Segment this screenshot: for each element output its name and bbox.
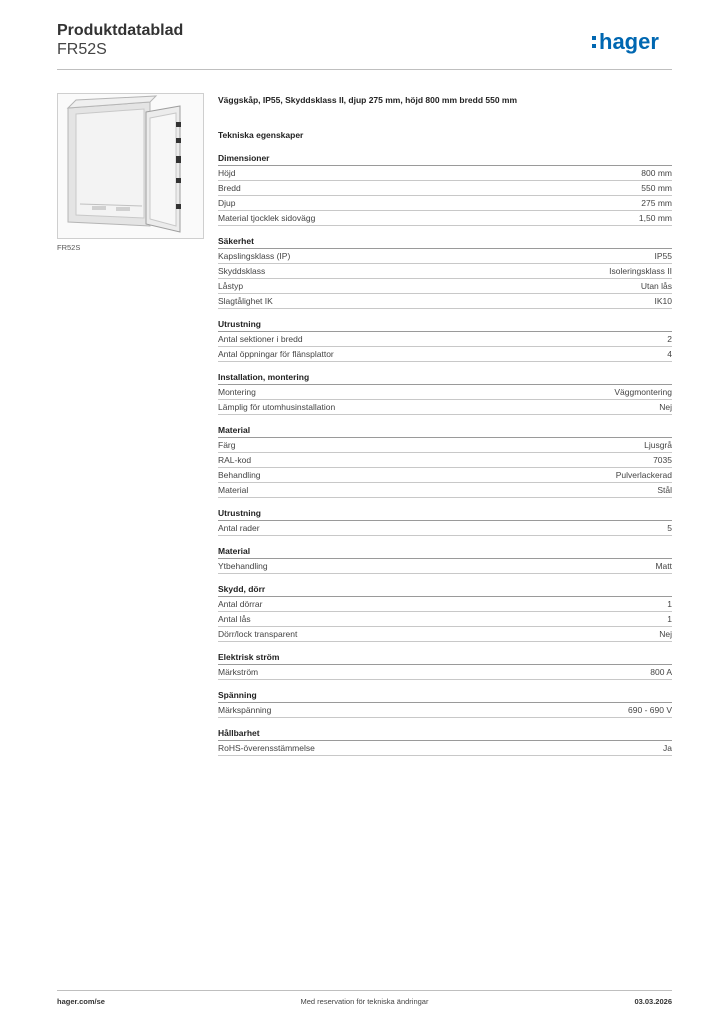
spec-value: Stål xyxy=(657,485,672,495)
spec-value: 690 - 690 V xyxy=(628,705,672,715)
spec-row xyxy=(218,264,672,279)
section-title: Hållbarhet xyxy=(218,726,672,741)
footer-divider xyxy=(57,990,672,991)
spec-label: Antal sektioner i bredd xyxy=(218,334,303,344)
spec-value: 1,50 mm xyxy=(638,213,672,223)
spec-value: Pulverlackerad xyxy=(615,470,672,480)
spec-value: Isoleringsklass II xyxy=(609,266,672,276)
spec-section xyxy=(218,423,672,498)
section-title: Dimensioner xyxy=(218,151,672,166)
spec-label: Kapslingsklass (IP) xyxy=(218,251,291,261)
header-divider xyxy=(57,69,672,70)
section-title: Spänning xyxy=(218,688,672,703)
spec-row xyxy=(218,181,672,196)
spec-row xyxy=(218,400,672,415)
spec-value: 1 xyxy=(667,614,672,624)
section-title: Utrustning xyxy=(218,506,672,521)
spec-row xyxy=(218,438,672,453)
spec-section xyxy=(218,726,672,756)
spec-value: IP55 xyxy=(654,251,672,261)
section-title: Material xyxy=(218,544,672,559)
spec-value: 275 mm xyxy=(641,198,672,208)
spec-value: 550 mm xyxy=(641,183,672,193)
spec-section xyxy=(218,506,672,536)
spec-label: Låstyp xyxy=(218,281,244,291)
spec-section xyxy=(218,234,672,309)
hager-logo xyxy=(590,26,672,58)
spec-label: RAL-kod xyxy=(218,455,252,465)
spec-value: 800 mm xyxy=(641,168,672,178)
image-caption: FR52S xyxy=(57,243,81,252)
spec-label: Antal lås xyxy=(218,614,251,624)
spec-row xyxy=(218,332,672,347)
spec-label: Ytbehandling xyxy=(218,561,268,571)
spec-value: Nej xyxy=(659,402,672,412)
spec-value: Utan lås xyxy=(640,281,672,291)
spec-label: Material tjocklek sidovägg xyxy=(218,213,316,223)
section-title: Skydd, dörr xyxy=(218,582,672,597)
logo-wordmark: hager xyxy=(599,29,659,54)
header xyxy=(57,20,672,68)
spec-row xyxy=(218,347,672,362)
spec-row xyxy=(218,559,672,574)
spec-row xyxy=(218,249,672,264)
spec-value: 800 A xyxy=(650,667,672,677)
spec-value: 1 xyxy=(667,599,672,609)
spec-row xyxy=(218,597,672,612)
footer xyxy=(57,997,672,1011)
spec-row xyxy=(218,521,672,536)
spec-value: 5 xyxy=(667,523,672,533)
spec-label: Antal rader xyxy=(218,523,260,533)
spec-row xyxy=(218,703,672,718)
footer-date: 03.03.2026 xyxy=(634,997,672,1006)
spec-row xyxy=(218,741,672,756)
spec-value: Matt xyxy=(655,561,672,571)
spec-value: 7035 xyxy=(653,455,672,465)
product-description: Väggskåp, IP55, Skyddsklass II, djup 275 mm, höjd 800 mm bredd 550 mm xyxy=(218,95,518,105)
spec-row xyxy=(218,468,672,483)
spec-row xyxy=(218,627,672,642)
spec-label: Antal dörrar xyxy=(218,599,263,609)
spec-section xyxy=(218,544,672,574)
spec-label: Märkström xyxy=(218,667,259,677)
footer-website: hager.com/se xyxy=(57,997,105,1006)
spec-label: RoHS-överensstämmelse xyxy=(218,743,315,753)
spec-value: Nej xyxy=(659,629,672,639)
spec-value: 2 xyxy=(667,334,672,344)
spec-row xyxy=(218,483,672,498)
spec-row xyxy=(218,453,672,468)
product-image xyxy=(57,93,204,239)
spec-row xyxy=(218,665,672,680)
spec-sections xyxy=(218,151,672,756)
spec-label: Färg xyxy=(218,440,236,450)
spec-section xyxy=(218,582,672,642)
spec-section xyxy=(218,370,672,415)
spec-label: Material xyxy=(218,485,249,495)
spec-value: Väggmontering xyxy=(614,387,672,397)
spec-content xyxy=(218,93,672,756)
spec-row xyxy=(218,196,672,211)
spec-heading: Tekniska egenskaper xyxy=(218,130,304,140)
section-title: Installation, montering xyxy=(218,370,672,385)
spec-section xyxy=(218,151,672,226)
section-title: Material xyxy=(218,423,672,438)
spec-label: Lämplig för utomhusinstallation xyxy=(218,402,336,412)
spec-row xyxy=(218,211,672,226)
spec-row xyxy=(218,612,672,627)
spec-label: Behandling xyxy=(218,470,261,480)
spec-label: Slagtålighet IK xyxy=(218,296,273,306)
spec-row xyxy=(218,279,672,294)
spec-label: Antal öppningar för flänsplattor xyxy=(218,349,334,359)
section-title: Utrustning xyxy=(218,317,672,332)
spec-label: Bredd xyxy=(218,183,241,193)
footer-disclaimer: Med reservation för tekniska ändringar xyxy=(300,997,429,1006)
spec-row xyxy=(218,166,672,181)
spec-section xyxy=(218,650,672,680)
spec-section xyxy=(218,317,672,362)
spec-value: 4 xyxy=(667,349,672,359)
spec-label: Dörr/lock transparent xyxy=(218,629,298,639)
spec-row xyxy=(218,294,672,309)
product-code: FR52S xyxy=(57,41,107,58)
document-title: Produktdatablad xyxy=(57,22,184,39)
spec-label: Höjd xyxy=(218,168,236,178)
spec-label: Skyddsklass xyxy=(218,266,266,276)
section-title: Elektrisk ström xyxy=(218,650,672,665)
spec-section xyxy=(218,688,672,718)
spec-label: Märkspänning xyxy=(218,705,272,715)
spec-row xyxy=(218,385,672,400)
spec-value: IK10 xyxy=(654,296,672,306)
spec-value: Ja xyxy=(663,743,672,753)
spec-label: Montering xyxy=(218,387,256,397)
section-title: Säkerhet xyxy=(218,234,672,249)
spec-label: Djup xyxy=(218,198,236,208)
spec-value: Ljusgrå xyxy=(644,440,672,450)
wall-cabinet-open-door-icon xyxy=(58,94,203,238)
